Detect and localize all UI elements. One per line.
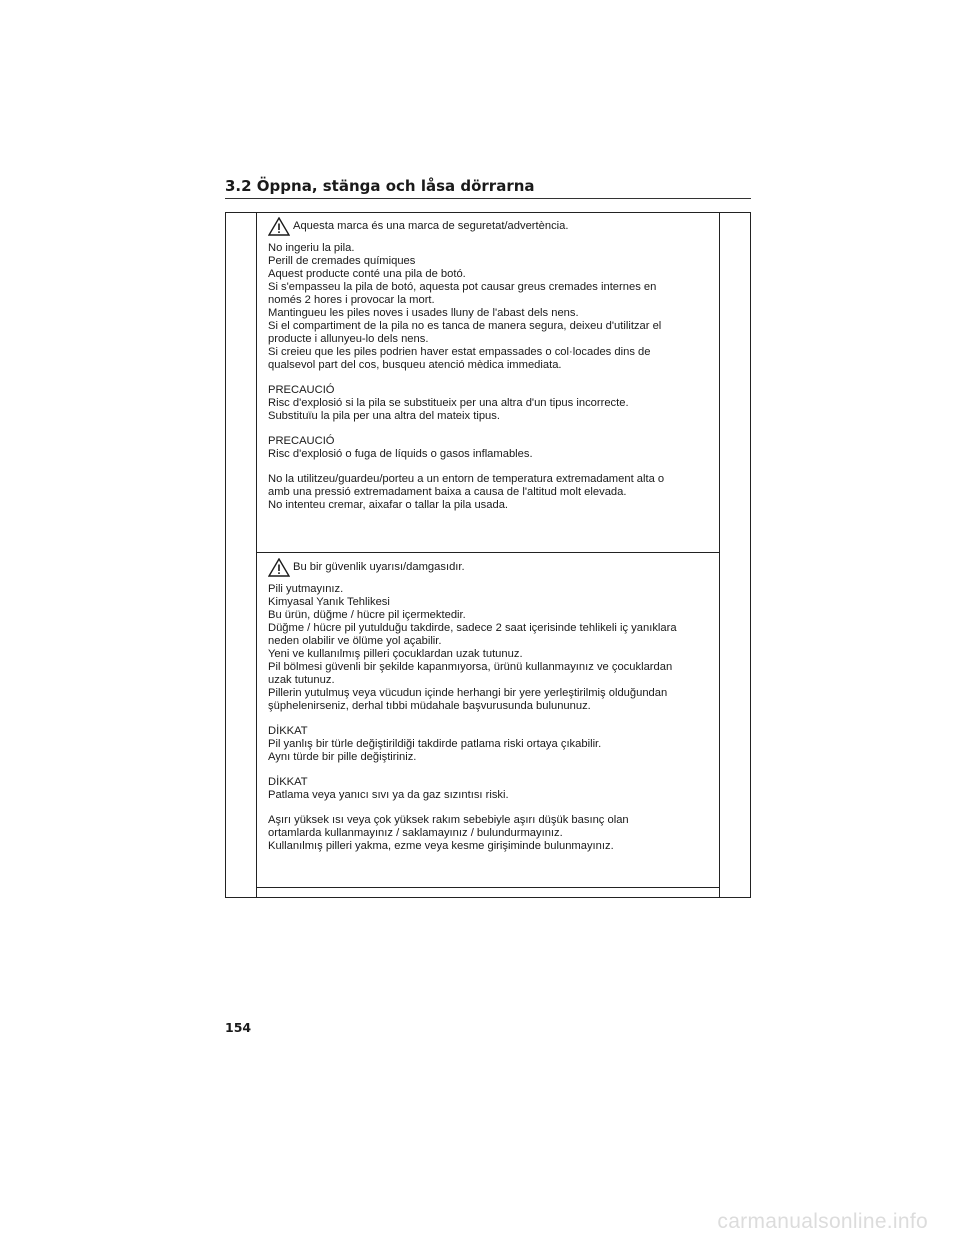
warning-triangle-icon (268, 217, 290, 236)
catalan-caution-paragraph (268, 435, 712, 461)
text-line: No intenteu cremar, aixafar o tallar la pila usada. (268, 499, 509, 511)
table-left-column-rule (256, 213, 257, 897)
caution-heading: PRECAUCIÓ (268, 435, 335, 447)
text-line: şüphelenirseniz, derhal tıbbi müdahale başvurusunda bulununuz. (268, 700, 591, 712)
title-divider (225, 198, 751, 199)
catalan-warning-header (268, 216, 712, 236)
table-right-column-rule (719, 213, 720, 897)
text-line: Risc d'explosió si la pila se substitueix per una altra d'un tipus incorrecte. (268, 397, 629, 409)
turkish-warning-label: Bu bir güvenlik uyarısı/damgasıdır. (293, 560, 465, 573)
catalan-warning-panel (268, 216, 712, 524)
caution-heading: PRECAUCIÓ (268, 384, 335, 396)
turkish-warning-panel (268, 557, 712, 865)
text-line: Aynı türde bir pille değiştiriniz. (268, 751, 417, 763)
text-line: No ingeriu la pila. (268, 242, 355, 254)
text-line: Patlama veya yanıcı sıvı ya da gaz sızıntısı riski. (268, 789, 509, 801)
text-line: amb una pressió extremadament baixa a causa de l'altitud molt elevada. (268, 486, 627, 498)
turkish-paragraph (268, 583, 712, 713)
text-line: neden olabilir ve ölüme yol açabilir. (268, 635, 442, 647)
text-line: Pili yutmayınız. (268, 583, 344, 595)
text-line: No la utilitzeu/guardeu/porteu a un entorn de temperatura extremadament alta o (268, 473, 665, 485)
text-line: Si s'empasseu la pila de botó, aquesta pot causar greus cremades internes en (268, 281, 657, 293)
text-line: Düğme / hücre pil yutulduğu takdirde, sadece 2 saat içerisinde tehlikeli iç yanıklara (268, 622, 677, 634)
text-line: qualsevol part del cos, busqueu atenció mèdica immediata. (268, 359, 562, 371)
turkish-paragraph (268, 814, 712, 853)
text-line: uzak tutunuz. (268, 674, 335, 686)
text-line: Bu ürün, düğme / hücre pil içermektedir. (268, 609, 466, 621)
turkish-caution-paragraph (268, 725, 712, 764)
text-line: Perill de cremades químiques (268, 255, 416, 267)
page-number: 154 (225, 1020, 252, 1035)
catalan-warning-label: Aquesta marca és una marca de seguretat/advertència. (293, 219, 569, 232)
text-line: Pil yanlış bir türle değiştirildiği takdirde patlama riski ortaya çıkabilir. (268, 738, 602, 750)
text-line: Si el compartiment de la pila no es tanca de manera segura, deixeu d'utilitzar el (268, 320, 662, 332)
text-line: Risc d'explosió o fuga de líquids o gasos inflamables. (268, 448, 533, 460)
warning-triangle-icon (268, 558, 290, 577)
text-line: Kullanılmış pilleri yakma, ezme veya kesme girişiminde bulunmayınız. (268, 840, 614, 852)
table-row-divider (256, 552, 720, 553)
text-line: Aşırı yüksek ısı veya çok yüksek rakım sebebiyle aşırı düşük basınç olan (268, 814, 629, 826)
text-line: Aquest producte conté una pila de botó. (268, 268, 466, 280)
catalan-paragraph (268, 242, 712, 372)
text-line: ortamlarda kullanmayınız / saklamayınız / bulundurmayınız. (268, 827, 563, 839)
text-line: Substituïu la pila per una altra del mateix tipus. (268, 410, 500, 422)
catalan-paragraph (268, 473, 712, 512)
table-bottom-rule (256, 887, 720, 888)
text-line: només 2 hores i provocar la mort. (268, 294, 435, 306)
caution-heading: DİKKAT (268, 725, 308, 737)
section-title: 3.2 Öppna, stänga och låsa dörrarna (225, 177, 535, 195)
text-line: producte i allunyeu-lo dels nens. (268, 333, 429, 345)
text-line: Pil bölmesi güvenli bir şekilde kapanmıyorsa, ürünü kullanmayınız ve çocuklardan (268, 661, 673, 673)
text-line: Kimyasal Yanık Tehlikesi (268, 596, 390, 608)
text-line: Si creieu que les piles podrien haver estat empassades o col·locades dins de (268, 346, 651, 358)
text-line: Pillerin yutulmuş veya vücudun içinde herhangi bir yere yerleştirilmiş olduğundan (268, 687, 668, 699)
turkish-warning-header (268, 557, 712, 577)
text-line: Mantingueu les piles noves i usades lluny de l'abast dels nens. (268, 307, 579, 319)
turkish-caution-paragraph (268, 776, 712, 802)
catalan-caution-paragraph (268, 384, 712, 423)
caution-heading: DİKKAT (268, 776, 308, 788)
text-line: Yeni ve kullanılmış pilleri çocuklardan uzak tutunuz. (268, 648, 523, 660)
watermark: carmanualsonline.info (717, 1210, 928, 1233)
